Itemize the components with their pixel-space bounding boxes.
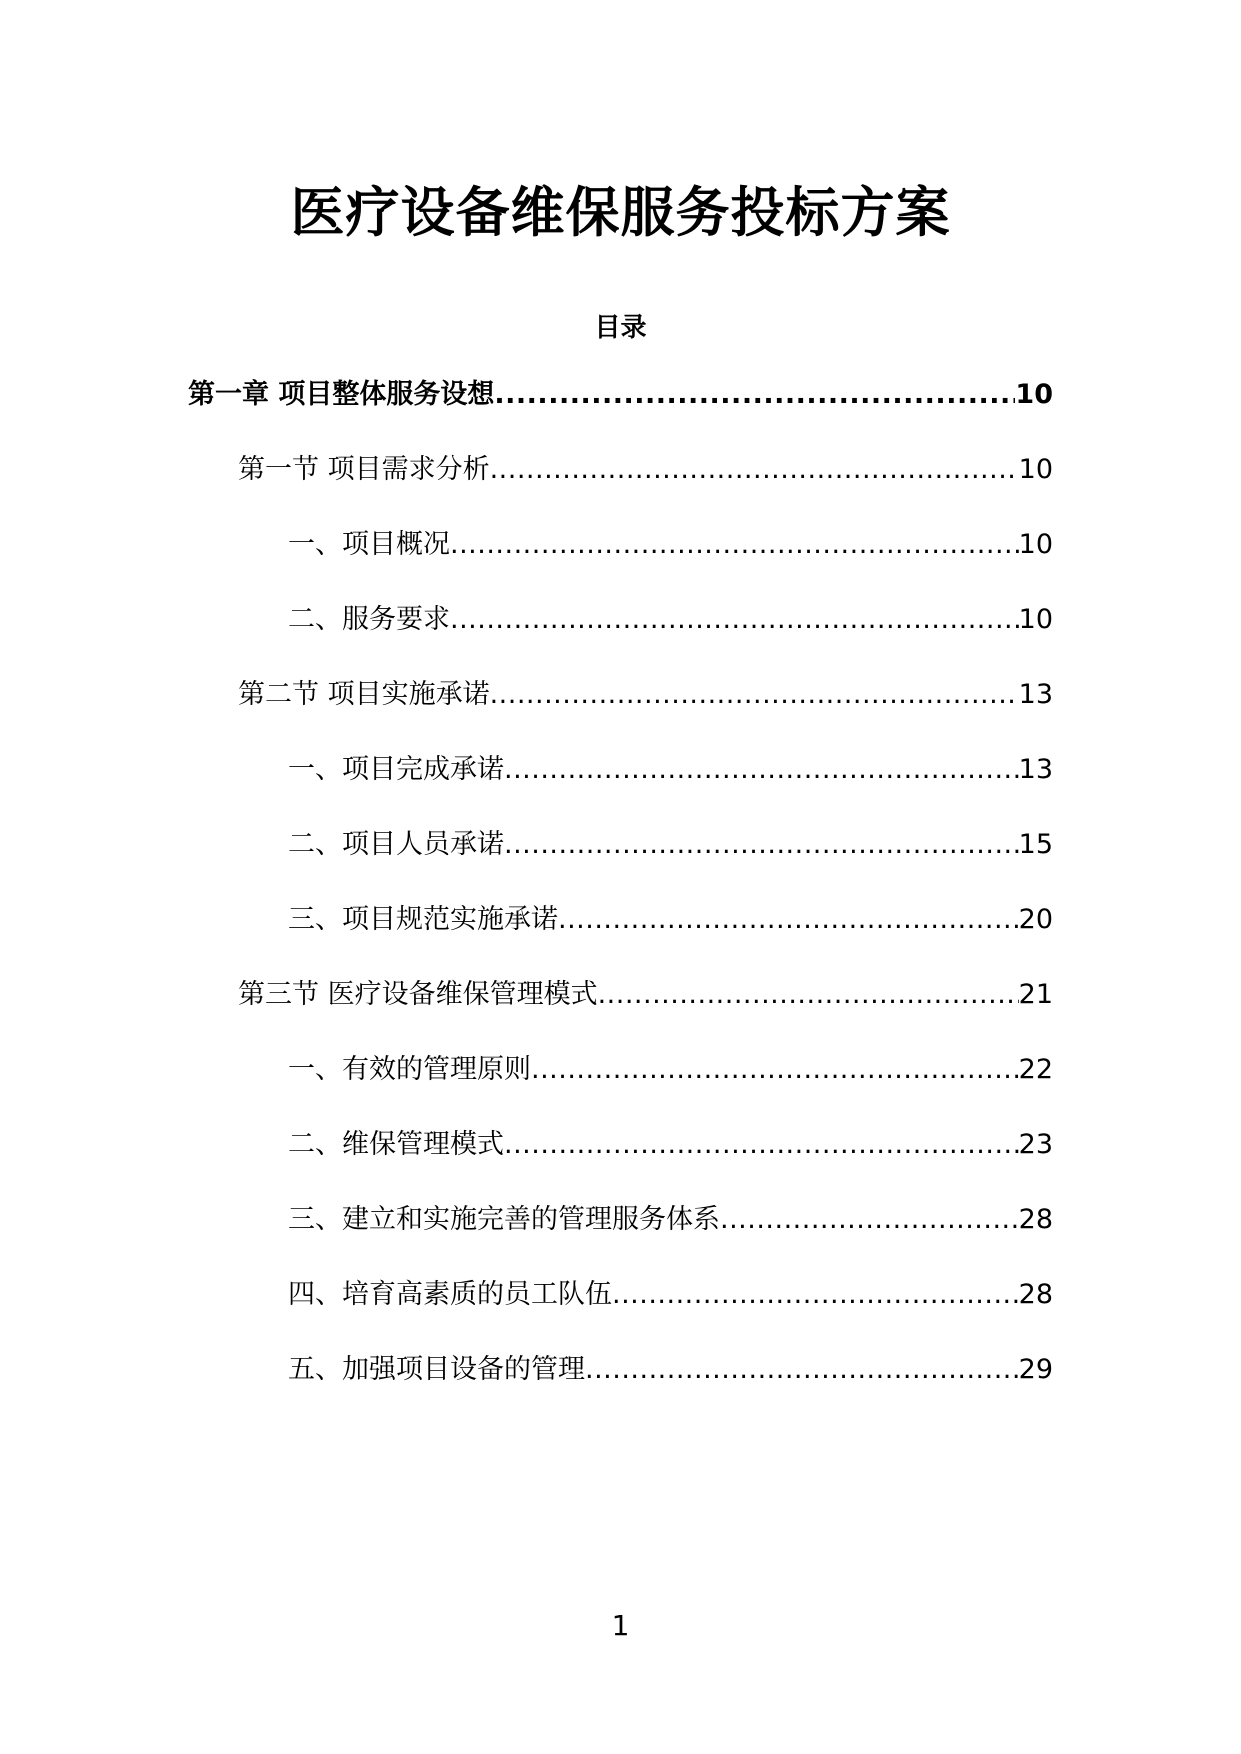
toc-entry-text: 三、建立和实施完善的管理服务体系 [288,1204,720,1235]
toc-entry[interactable] [288,1200,1053,1240]
toc-entry[interactable] [288,1125,1053,1165]
toc-entry-text: 三、项目规范实施承诺 [288,904,558,935]
toc-entry[interactable] [288,900,1053,940]
toc-entry-text: 一、项目完成承诺 [288,754,504,785]
toc-leader-dots [585,1350,1019,1390]
toc-leader-dots [504,750,1019,790]
toc-entry-text: 第三节 医疗设备维保管理模式 [238,979,598,1010]
toc-entry[interactable] [288,1350,1053,1390]
toc-entry-page: 15 [1018,829,1053,860]
toc-entry-text: 第一章 项目整体服务设想 [188,379,495,410]
toc-entry-text: 一、有效的管理原则 [288,1054,531,1085]
toc-entry[interactable] [188,375,1053,415]
toc-entry-page: 10 [1018,604,1053,635]
toc-leader-dots [494,375,1015,415]
toc-entry[interactable] [238,975,1053,1015]
toc-leader-dots [612,1275,1019,1315]
toc-entry-page: 22 [1018,1054,1053,1085]
toc-leader-dots [598,975,1019,1015]
toc-leader-dots [450,600,1019,640]
toc-leader-dots [720,1200,1019,1240]
toc-entry[interactable] [288,1275,1053,1315]
toc-entry-page: 28 [1018,1279,1053,1310]
toc-entry-page: 28 [1018,1204,1053,1235]
toc-entry-text: 第一节 项目需求分析 [238,454,490,485]
toc-entry[interactable] [288,1050,1053,1090]
toc-leader-dots [558,900,1019,940]
toc-leader-dots [490,675,1019,715]
toc-entry-page: 13 [1018,679,1053,710]
toc-entry-text: 一、项目概况 [288,529,450,560]
toc-entry-page: 20 [1018,904,1053,935]
toc-entry-text: 第二节 项目实施承诺 [238,679,490,710]
toc-leader-dots [531,1050,1019,1090]
toc-entry[interactable] [238,675,1053,715]
toc-leader-dots [490,450,1019,490]
toc-leader-dots [504,1125,1019,1165]
toc-entry-page: 10 [1015,379,1053,410]
toc-entry-text: 二、服务要求 [288,604,450,635]
toc-entry[interactable] [288,825,1053,865]
toc-entry-page: 13 [1018,754,1053,785]
document-title: 医疗设备维保服务投标方案 [290,181,951,244]
toc-entry-page: 29 [1018,1354,1053,1385]
toc-entry-text: 二、维保管理模式 [288,1129,504,1160]
toc-entry[interactable] [288,525,1053,565]
page-number: 1 [611,1609,630,1642]
toc-entry-page: 21 [1018,979,1053,1010]
toc-entry-text: 四、培育高素质的员工队伍 [288,1279,612,1310]
toc-entry[interactable] [288,600,1053,640]
toc-entry-text: 二、项目人员承诺 [288,829,504,860]
toc-entry[interactable] [238,450,1053,490]
toc-entry-page: 10 [1018,529,1053,560]
toc-entry-page: 23 [1018,1129,1053,1160]
toc-entry-text: 五、加强项目设备的管理 [288,1354,585,1385]
toc-entry[interactable] [288,750,1053,790]
toc-entry-page: 10 [1018,454,1053,485]
toc-heading: 目录 [594,313,647,343]
toc-leader-dots [450,525,1019,565]
toc-leader-dots [504,825,1019,865]
